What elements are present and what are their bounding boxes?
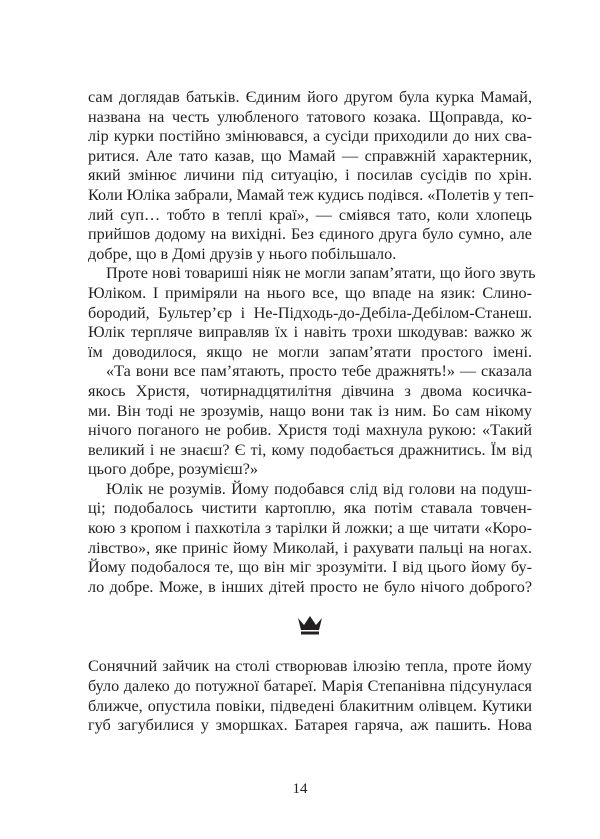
text-line: Юлік терпляче виправляв їх і навіть трохи шкодував: важко ж [88,323,532,342]
text-line: Юлік не розумів. Йому подобався слід від голови на подуш- [106,479,532,498]
page-number: 14 [292,781,308,797]
text-line: «Та вони все пам’ятають, просто тебе дражнять!» — сказала [106,362,532,381]
text-line: Йому подобалося те, що він міг зрозуміти. І від цього йому бу- [88,558,532,577]
text-line: ритися. Але тато казав, що Мамай — справжній характерник, [88,146,532,165]
paragraph [88,480,532,598]
text-line: бородий, Бультер’єр і Не-Підходь-до-Дебіла-Дебілом-Станеш. [88,303,532,322]
paragraph [88,657,532,735]
text-line: який змінює личини під ситуацію, і посилав сусідів по хрін. [88,166,532,185]
text-line: ми. Він тоді не зрозумів, нащо вони так із ним. Бо сам нікому [88,401,532,420]
text-line: Проте нові товариші ніяк не могли запам’ятати, що його звуть [106,264,536,283]
text-line: добре, що в Домі друзів у нього побільшало. [88,244,397,263]
text-line: Сонячний зайчик на столі створював ілюзію тепла, проте йому [88,657,532,676]
text-line: ло добре. Може, в інших дітей просто не було нічого доброго? [88,577,532,596]
paragraph [88,88,532,264]
text-line: названа на честь улюбленого татового козака. Щоправда, ко- [88,107,532,126]
text-line: лівство», яке приніс йому Миколай, і рахувати пальці на ногах. [88,538,532,557]
text-line: великий і не знаєш? Є ті, кому подобається дражнитись. Їм від [88,440,532,459]
text-line: Юліком. І приміряли на нього все, що впаде на язик: Слино- [88,283,532,302]
paragraph [88,264,536,362]
text-line: якось Христя, чотирнадцятилітня дівчина з двома косичка- [88,381,532,400]
text-line: губ загубилися у зморшках. Батарея гаряча, аж пашить. Нова [88,716,532,735]
paragraph [88,362,532,480]
text-line: лір курки постійно змінювався, а сусіди приходили до них сва- [88,127,532,146]
text-line: ці; подобалось чистити картоплю, яка потім ставала товчен- [88,499,532,518]
text-line: кою з кропом і пахкотіла з тарілки й ложки; а ще читати «Коро- [88,519,532,538]
text-line: Коли Юліка забрали, Мамай теж кудись подівся. «Полетів у теп- [88,185,534,204]
text-line: їм доводилося, якщо не могли запам’ятати простого імені. [88,342,532,361]
text-line: цього добре, розумієш?» [88,460,259,479]
text-line: нічого поганого не робив. Христя тоді махнула рукою: «Такий [88,421,532,440]
text-line: прийшов додому на вихідні. Без єдиного друга було сумно, але [88,225,532,244]
text-line: лий суп… тобто в теплі краї», — сміявся тато, коли хлопець [88,205,532,224]
text-line: було далеко до потужної батареї. Марія Степанівна підсунулася [88,677,532,696]
text-line: ближче, опустила повіки, підведені блакитним олівцем. Кутики [88,696,532,715]
page-body [88,88,536,736]
text-line: сам доглядав батьків. Єдиним його другом була курка Мамай, [88,88,532,106]
crown-icon [88,607,532,647]
